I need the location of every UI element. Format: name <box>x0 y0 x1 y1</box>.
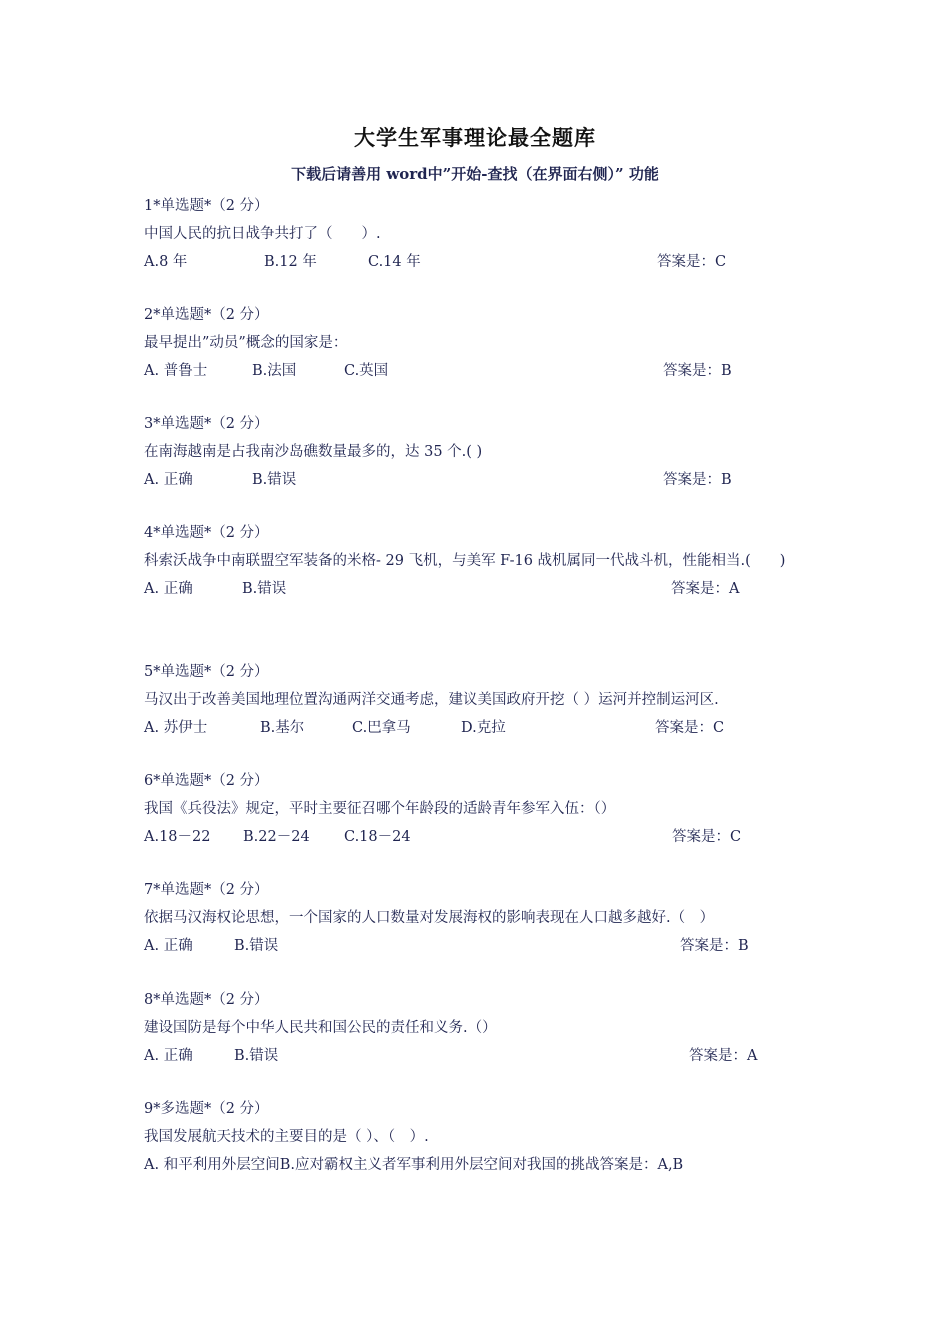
answer-label: 答案是：C <box>655 720 725 736</box>
question-header: 7*单选题*（2 分） <box>144 882 269 898</box>
option-a: A.8 年 <box>144 254 188 270</box>
question-block <box>144 192 824 276</box>
option-row <box>144 823 824 851</box>
option-b: B.错误 <box>252 472 297 488</box>
option-b: B.错误 <box>234 938 279 954</box>
option-c: C.英国 <box>344 363 389 379</box>
option-b: B.应对霸权主义者军事利用外层空间对我国的挑战 <box>279 1157 600 1173</box>
question-header: 5*单选题*（2 分） <box>144 664 269 680</box>
option-c: C.巴拿马 <box>352 720 411 736</box>
question-stem: 我国发展航天技术的主要目的是（ ）、（ ）. <box>144 1129 429 1145</box>
question-block <box>144 876 824 960</box>
answer-label: 答案是：C <box>657 254 727 270</box>
answer-label: 答案是：A <box>671 581 740 597</box>
question-stem: 依据马汉海权论思想，一个国家的人口数量对发展海权的影响表现在人口越多越好.（ ） <box>144 910 715 926</box>
question-header: 6*单选题*（2 分） <box>144 773 269 789</box>
option-b: B.22－24 <box>243 829 310 845</box>
question-block <box>144 986 824 1070</box>
option-row <box>144 357 824 385</box>
answer-label: 答案是：B <box>663 363 732 379</box>
option-row <box>144 575 812 603</box>
answer-label: 答案是：B <box>663 472 732 488</box>
option-b: B.法国 <box>252 363 297 379</box>
option-row <box>144 1151 824 1179</box>
option-a: A. 普鲁士 <box>144 363 208 379</box>
option-row <box>144 714 824 742</box>
option-d: D.克拉 <box>461 720 506 736</box>
question-stem: 最早提出”动员”概念的国家是： <box>144 335 348 351</box>
question-stem: 我国《兵役法》规定，平时主要征召哪个年龄段的适龄青年参军入伍：（） <box>144 801 616 817</box>
option-a: A.18－22 <box>144 829 211 845</box>
question-header: 3*单选题*（2 分） <box>144 416 269 432</box>
answer-label: 答案是：A,B <box>599 1157 684 1173</box>
question-stem: 马汉出于改善美国地理位置沟通两洋交通考虑，建议美国政府开挖（ ）运河并控制运河区. <box>144 692 719 708</box>
option-c: C.18－24 <box>344 829 411 845</box>
answer-label: 答案是：A <box>689 1048 758 1064</box>
option-b: B.12 年 <box>264 254 317 270</box>
option-a: A. 正确 <box>144 472 193 488</box>
question-header: 8*单选题*（2 分） <box>144 992 269 1008</box>
option-b: B.错误 <box>242 581 287 597</box>
question-stem: 建设国防是每个中华人民共和国公民的责任和义务.（） <box>144 1020 497 1036</box>
option-row <box>144 932 824 960</box>
option-a: A. 正确 <box>144 581 193 597</box>
question-header: 1*单选题*（2 分） <box>144 198 269 214</box>
option-row <box>144 248 824 276</box>
option-a: A. 和平利用外层空间 <box>144 1157 280 1173</box>
question-block <box>144 767 824 851</box>
question-header: 4*单选题*（2 分） <box>144 525 269 541</box>
question-stem: 中国人民的抗日战争共打了（ ）. <box>144 226 381 242</box>
question-stem: 在南海越南是占我南沙岛礁数量最多的，达 35 个.( ) <box>144 444 483 460</box>
option-b: B.错误 <box>234 1048 279 1064</box>
option-b: B.基尔 <box>260 720 305 736</box>
option-c: C.14 年 <box>368 254 421 270</box>
question-block <box>144 1095 824 1179</box>
answer-label: 答案是：B <box>680 938 749 954</box>
question-header: 9*多选题*（2 分） <box>144 1101 269 1117</box>
question-block <box>144 658 824 742</box>
question-block <box>144 519 812 603</box>
question-block <box>144 410 824 494</box>
question-block <box>144 301 824 385</box>
answer-label: 答案是：C <box>672 829 742 845</box>
option-a: A. 正确 <box>144 1048 193 1064</box>
option-a: A. 正确 <box>144 938 193 954</box>
option-row <box>144 466 824 494</box>
option-a: A. 苏伊士 <box>144 720 208 736</box>
document-subtitle: 下载后请善用 word中”开始-查找（在界面右侧）” 功能 <box>291 165 659 183</box>
question-stem: 科索沃战争中南联盟空军装备的米格- 29 飞机，与美军 F-16 战机属同一代战斗机，性能相当.( ) <box>144 553 786 569</box>
question-header: 2*单选题*（2 分） <box>144 307 269 323</box>
document-title: 大学生军事理论最全题库 <box>354 125 596 150</box>
option-row <box>144 1042 824 1070</box>
